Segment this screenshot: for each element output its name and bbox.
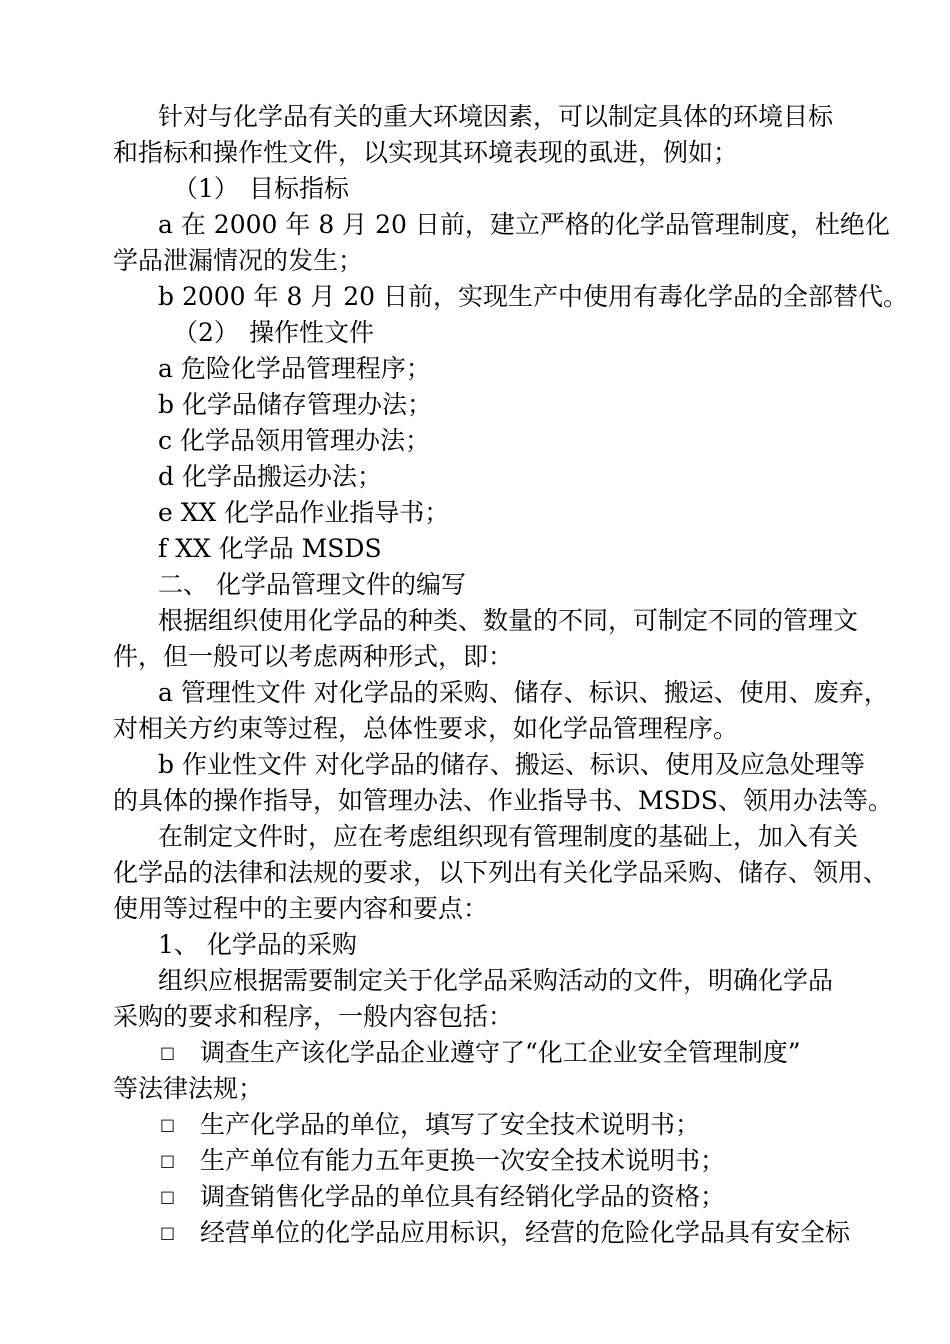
bullet-item xyxy=(160,1107,870,1143)
bullet-text: 生产单位有能力五年更换一次安全技术说明书； xyxy=(200,1146,726,1175)
paragraph-line: 等法律法规； xyxy=(113,1074,264,1103)
checkbox-bullet-icon: □ xyxy=(160,1223,176,1242)
section-heading: 二、 化学品管理文件的编写 xyxy=(158,570,466,599)
bullet-text: 调查销售化学品的单位具有经销化学品的资格； xyxy=(200,1182,726,1211)
numbered-heading xyxy=(173,315,870,351)
list-item: e XX 化学品作业指导书； xyxy=(158,498,450,527)
heading-number: （1） xyxy=(173,174,239,203)
numbered-heading xyxy=(173,171,870,207)
checkbox-bullet-icon: □ xyxy=(160,1187,176,1206)
paragraph-line: b 2000 年 8 月 20 日前，实现生产中使用有毒化学品的全部替代。 xyxy=(158,282,909,311)
paragraph-line: 根据组织使用化学品的种类、数量的不同，可制定不同的管理文 xyxy=(158,606,859,635)
paragraph-line: 使用等过程中的主要内容和要点： xyxy=(113,894,489,923)
paragraph-line: 和指标和操作性文件，以实现其环境表现的虱进，例如； xyxy=(113,138,739,167)
paragraph-line: 件，但一般可以考虑两种形式，即： xyxy=(113,642,514,671)
list-item: f XX 化学品 MSDS xyxy=(158,534,382,563)
bullet-item xyxy=(160,1215,870,1251)
list-item: c 化学品领用管理办法； xyxy=(158,426,430,455)
paragraph-line: 针对与化学品有关的重大环境因素，可以制定具体的环境目标 xyxy=(158,102,834,131)
bullet-text: 生产化学品的单位，填写了安全技术说明书； xyxy=(200,1110,701,1139)
checkbox-bullet-icon: □ xyxy=(160,1043,176,1062)
paragraph-line: 学品泄漏情况的发生； xyxy=(113,246,364,275)
paragraph-line: 的具体的操作指导，如管理办法、作业指导书、MSDS、领用办法等。 xyxy=(113,786,893,815)
checkbox-bullet-icon: □ xyxy=(160,1151,176,1170)
paragraph-line: 在制定文件时，应在考虑组织现有管理制度的基础上，加入有关 xyxy=(158,822,859,851)
paragraph-line: a 管理性文件 对化学品的采购、储存、标识、搬运、使用、废弃， xyxy=(158,678,889,707)
paragraph-line: 采购的要求和程序，一般内容包括： xyxy=(113,1002,514,1031)
heading-number: （2） xyxy=(173,318,239,347)
heading-text: 操作性文件 xyxy=(249,318,375,347)
list-item: a 危险化学品管理程序； xyxy=(158,354,431,383)
bullet-text: 调查生产该化学品企业遵守了“化工企业安全管理制度” xyxy=(200,1038,801,1067)
list-item: d 化学品搬运办法； xyxy=(158,462,382,491)
bullet-text: 经营单位的化学品应用标识，经营的危险化学品具有安全标 xyxy=(200,1218,851,1247)
paragraph-line: a 在 2000 年 8 月 20 日前，建立严格的化学品管理制度，杜绝化 xyxy=(158,210,890,239)
bullet-item xyxy=(160,1143,870,1179)
paragraph-line: 组织应根据需要制定关于化学品采购活动的文件，明确化学品 xyxy=(158,966,834,995)
checkbox-bullet-icon: □ xyxy=(160,1115,176,1134)
list-item: b 化学品储存管理办法； xyxy=(158,390,432,419)
paragraph-line: b 作业性文件 对化学品的储存、搬运、标识、使用及应急处理等 xyxy=(158,750,865,779)
paragraph-line: 化学品的法律和法规的要求，以下列出有关化学品采购、储存、领用、 xyxy=(113,858,889,887)
paragraph-line: 对相关方约束等过程，总体性要求，如化学品管理程序。 xyxy=(113,714,739,743)
bullet-item xyxy=(160,1035,870,1071)
section-heading: 1、 化学品的采购 xyxy=(158,930,357,959)
bullet-item xyxy=(160,1179,870,1215)
heading-text: 目标指标 xyxy=(249,174,350,203)
